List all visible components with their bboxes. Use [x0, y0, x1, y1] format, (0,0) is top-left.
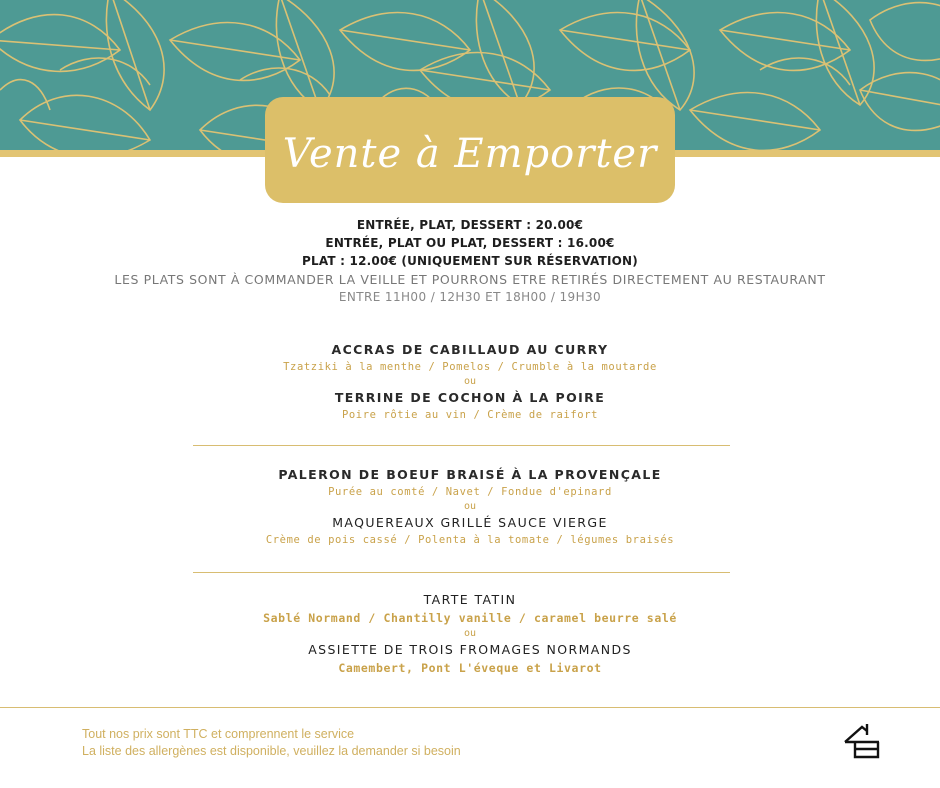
house-logo-icon: [843, 723, 881, 763]
entrees-section: [0, 341, 940, 423]
page-title: Vente à Emporter: [282, 131, 658, 177]
or-separator: ou: [463, 628, 477, 639]
dish-title: MAQUEREAUX GRILLÉ SAUCE VIERGE: [332, 515, 608, 530]
price-line-3: PLAT : 12.00€ (UNIQUEMENT SUR RÉSERVATION): [302, 254, 638, 268]
dish-title: ACCRAS DE CABILLAUD AU CURRY: [331, 342, 609, 357]
title-plaque: [265, 97, 675, 203]
or-separator: ou: [463, 501, 477, 512]
dish-description: Crème de pois cassé / Polenta à la tomate / légumes braisés: [265, 534, 675, 546]
dish-title: TARTE TATIN: [423, 592, 517, 607]
footer-allergen-note: La liste des allergènes est disponible, veuillez la demander si besoin: [82, 744, 461, 758]
footer-divider: [0, 707, 940, 708]
dish-description: Purée au comté / Navet / Fondue d'epinard: [328, 486, 612, 498]
dish-title: ASSIETTE DE TROIS FROMAGES NORMANDS: [308, 642, 632, 657]
or-separator: ou: [463, 376, 477, 387]
desserts-section: [0, 591, 940, 677]
pickup-hours: ENTRE 11H00 / 12H30 ET 18H00 / 19H30: [338, 290, 602, 304]
plats-section: [0, 466, 940, 548]
dish-title: TERRINE DE COCHON À LA POIRE: [334, 390, 606, 405]
price-line-2: ENTRÉE, PLAT OU PLAT, DESSERT : 16.00€: [325, 236, 615, 250]
footer-notes: [82, 726, 461, 760]
dish-description: Tzatziki à la menthe / Pomelos / Crumble à la moutarde: [283, 361, 657, 373]
footer-tax-note: Tout nos prix sont TTC et comprennent le service: [82, 727, 355, 741]
order-notice: LES PLATS SONT À COMMANDER LA VEILLE ET POURRONS ETRE RETIRÉS DIRECTEMENT AU RESTAURANT: [114, 272, 826, 287]
dish-description: Poire rôtie au vin / Crème de raifort: [341, 409, 599, 421]
section-divider: [193, 572, 730, 573]
dish-description: Sablé Normand / Chantilly vanille / caramel beurre salé: [263, 611, 677, 625]
price-line-1: ENTRÉE, PLAT, DESSERT : 20.00€: [356, 218, 584, 232]
dish-description: Camembert, Pont L'éveque et Livarot: [338, 661, 602, 675]
price-block: [0, 216, 940, 305]
section-divider: [193, 445, 730, 446]
dish-title: PALERON DE BOEUF BRAISÉ À LA PROVENÇALE: [278, 467, 662, 482]
